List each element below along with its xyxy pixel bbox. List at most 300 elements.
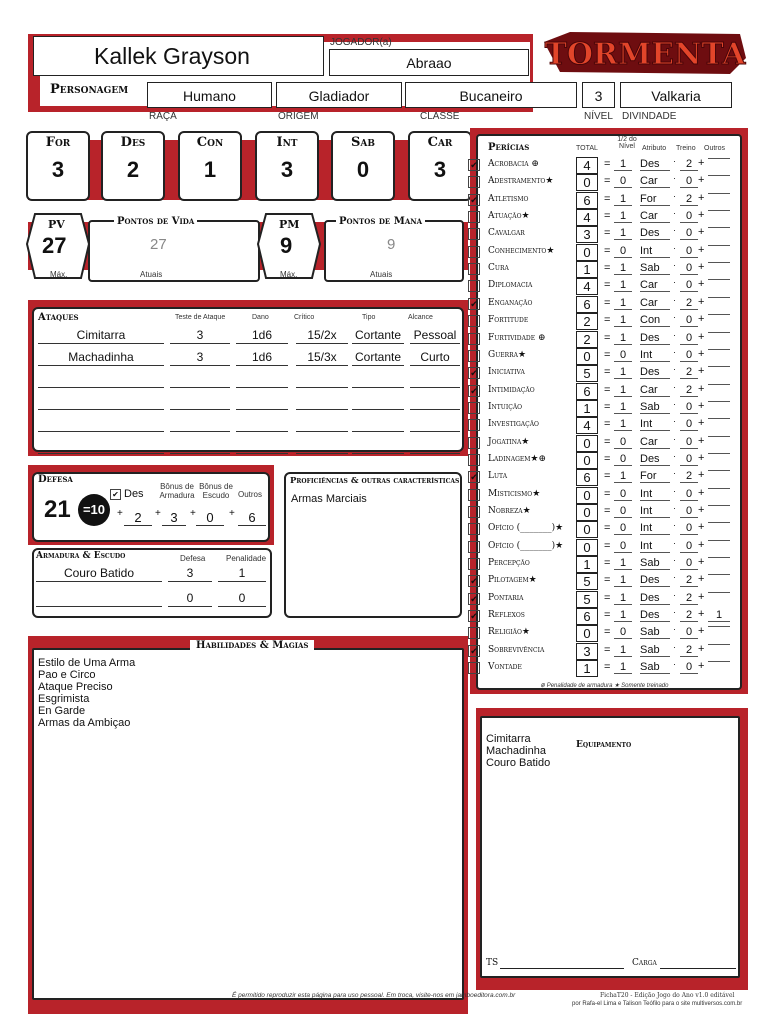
skill-total[interactable]: 0 [576,174,598,191]
skill-other[interactable] [708,661,730,662]
plus-sign: + [698,209,705,222]
skill-trained-checkbox[interactable]: ✔ [468,298,480,310]
skill-trained-checkbox[interactable] [468,541,480,553]
skill-other[interactable]: 1 [708,609,730,622]
ts-label: TS [486,958,499,968]
skill-total[interactable]: 1 [576,660,598,677]
skill-other[interactable] [708,158,730,159]
separator-dot: · [673,485,676,496]
classe-label: CLASSE [420,111,460,122]
def-outros[interactable]: 6 [238,510,266,526]
skill-trained-checkbox[interactable]: ✔ [468,194,480,206]
pv-atual[interactable]: 27 [150,236,167,253]
skill-attribute[interactable]: Int [640,522,670,535]
skill-other[interactable] [708,644,730,645]
skill-row [468,313,746,330]
skill-other[interactable] [708,384,730,385]
skill-other[interactable] [708,227,730,228]
attack-cell[interactable]: 15/2x [296,328,348,344]
attack-cell[interactable] [410,438,460,454]
skill-attribute[interactable]: Sab [640,661,670,674]
equals-sign: = [604,557,611,570]
skill-trained-checkbox[interactable] [468,627,480,639]
separator-dot: · [673,225,676,236]
footer-left: É permitido reproduzir esta página para uso pessoal. Em troca, visite-nos em jamboeditora.com.br [232,992,516,999]
attack-cell[interactable]: 3 [170,328,230,344]
skill-attribute[interactable]: Int [640,349,670,362]
equals-sign: = [604,314,611,327]
skill-training[interactable]: 0 [680,262,698,275]
skill-other[interactable] [708,332,730,333]
armor-cell[interactable]: 3 [168,566,212,582]
skill-training[interactable]: 0 [680,227,698,240]
attribute-des[interactable] [101,131,165,201]
skill-other[interactable] [708,626,730,627]
skill-attribute[interactable]: Sab [640,626,670,639]
armor-cell[interactable]: 0 [168,591,212,607]
skill-total[interactable]: 5 [576,573,598,590]
skill-trained-checkbox[interactable] [468,489,480,501]
skill-row [468,539,746,556]
skill-trained-checkbox[interactable] [468,558,480,570]
attack-name-cell[interactable] [38,416,164,432]
def-des[interactable]: 2 [124,510,152,526]
pm-atual[interactable]: 9 [387,236,396,253]
plus-4: + [229,508,235,519]
attack-cell[interactable] [236,372,288,388]
skill-attribute[interactable]: Des [640,332,670,345]
skill-trained-checkbox[interactable] [468,437,480,449]
skill-trained-checkbox[interactable] [468,523,480,535]
skill-attribute[interactable]: Des [640,574,670,587]
divindade-box[interactable] [620,82,732,108]
bonus-armadura-label: Bônus de Armadura [159,482,195,500]
skill-half-level[interactable]: 0 [614,245,632,258]
skill-training[interactable]: 0 [680,314,698,327]
skill-attribute[interactable]: Int [640,488,670,501]
skill-other[interactable] [708,470,730,471]
skill-training[interactable]: 2 [680,297,698,310]
skill-other[interactable] [708,522,730,523]
skill-attribute[interactable]: Car [640,297,670,310]
skill-training[interactable]: 0 [680,210,698,223]
skill-attribute[interactable]: Car [640,279,670,292]
skill-total[interactable]: 0 [576,348,598,365]
skill-other[interactable] [708,349,730,350]
name-box[interactable] [33,36,324,76]
footer-right2: por Rafa-el Lima e Talison Teófilo para o site multiversos.com.br [572,1001,743,1007]
def-escudo[interactable]: 0 [196,510,224,526]
attribute-sab[interactable] [331,131,395,201]
skill-trained-checkbox[interactable]: ✔ [468,471,480,483]
skill-training[interactable]: 0 [680,349,698,362]
skill-total[interactable]: 0 [576,504,598,521]
plus-sign: + [698,486,705,499]
skill-training[interactable]: 0 [680,540,698,553]
attack-cell[interactable]: 1d6 [236,328,288,344]
skill-attribute[interactable]: Car [640,436,670,449]
equals-sign: = [604,210,611,223]
attack-cell[interactable]: Cortante [352,350,404,366]
skill-training[interactable]: 0 [680,436,698,449]
skill-other[interactable] [708,505,730,506]
des-check-icon[interactable]: ✔ [110,489,121,500]
skill-total[interactable]: 0 [576,435,598,452]
separator-dot: · [673,503,676,513]
plus-sign: + [698,382,705,395]
attack-cell[interactable] [410,416,460,432]
attribute-name: Des [120,135,146,150]
skill-half-level[interactable]: 0 [614,349,632,362]
attack-name-cell[interactable]: Cimitarra [38,328,164,344]
defense-value[interactable]: 21 [44,496,71,523]
attribute-int[interactable] [255,131,319,201]
attack-name-cell[interactable]: Machadinha [38,350,164,366]
separator-dot: · [673,659,676,670]
skill-half-level[interactable]: 1 [614,227,632,240]
skill-other[interactable] [708,592,730,593]
skill-total[interactable]: 6 [576,469,598,486]
skill-half-level[interactable]: 1 [614,279,632,292]
nivel-label: NÍVEL [584,111,613,122]
def-armadura[interactable]: 3 [162,510,186,526]
plus-sign: + [698,243,705,256]
skill-row [468,365,746,382]
skill-attribute[interactable]: Des [640,592,670,605]
attack-cell[interactable] [170,372,230,388]
attribute-name: Sab [351,135,375,150]
skill-total[interactable]: 5 [576,591,598,608]
attack-name-cell[interactable] [38,438,164,454]
skill-training[interactable]: 2 [680,644,698,657]
nivel-value: 3 [594,88,603,104]
skill-trained-checkbox[interactable] [468,211,480,223]
raca-box[interactable] [147,82,272,108]
skill-attribute[interactable]: For [640,470,670,483]
attack-header: Tipo [362,314,376,321]
attack-cell[interactable] [296,438,348,454]
skill-training[interactable]: 0 [680,453,698,466]
skill-half-level[interactable]: 1 [614,661,632,674]
attack-cell[interactable] [296,416,348,432]
origem-box[interactable] [276,82,402,108]
skill-half-level[interactable]: 1 [614,366,632,379]
skill-total[interactable]: 3 [576,643,598,660]
skill-half-level[interactable]: 1 [614,314,632,327]
skill-trained-checkbox[interactable]: ✔ [468,367,480,379]
skill-training[interactable]: 0 [680,175,698,188]
skill-training[interactable]: 0 [680,401,698,414]
skill-half-level[interactable]: 1 [614,574,632,587]
carga-line[interactable] [660,968,736,969]
skill-other[interactable] [708,401,730,402]
skill-other[interactable] [708,279,730,280]
skill-trained-checkbox[interactable] [468,176,480,188]
attack-cell[interactable]: Pessoal [410,328,460,344]
skill-training[interactable]: 2 [680,609,698,622]
plus-sign: + [698,399,705,412]
skill-trained-checkbox[interactable] [468,228,480,240]
skill-other[interactable] [708,540,730,541]
armor-cell[interactable]: 1 [218,566,266,582]
skill-half-level[interactable]: 1 [614,401,632,414]
skill-half-level[interactable]: 1 [614,158,632,171]
skill-training[interactable]: 2 [680,366,698,379]
attack-cell[interactable]: 1d6 [236,350,288,366]
attack-cell[interactable] [170,416,230,432]
skill-name: Adestramento★ [488,176,554,187]
attack-cell[interactable] [352,394,404,410]
attack-cell[interactable] [236,416,288,432]
skill-training[interactable]: 0 [680,245,698,258]
skill-row [468,487,746,504]
skill-trained-checkbox[interactable] [468,280,480,292]
skill-trained-checkbox[interactable] [468,263,480,275]
attack-cell[interactable] [352,416,404,432]
skill-other[interactable] [708,245,730,246]
attack-cell[interactable] [410,394,460,410]
skill-half-level[interactable]: 0 [614,540,632,553]
skill-trained-checkbox[interactable]: ✔ [468,575,480,587]
separator-dot: · [673,364,676,375]
attribute-con[interactable] [178,131,242,201]
skill-total[interactable]: 3 [576,226,598,243]
skill-total[interactable]: 0 [576,244,598,261]
skill-total[interactable]: 4 [576,209,598,226]
skill-training[interactable]: 0 [680,418,698,431]
attack-header: Crítico [294,314,315,321]
skill-half-level[interactable]: 1 [614,297,632,310]
separator-dot: · [673,398,676,409]
skill-trained-checkbox[interactable]: ✔ [468,610,480,622]
skill-total[interactable]: 1 [576,400,598,417]
skill-attribute[interactable]: Sab [640,644,670,657]
skill-trained-checkbox[interactable]: ✔ [468,593,480,605]
skill-other[interactable] [708,262,730,263]
skill-training[interactable]: 2 [680,193,698,206]
skill-half-level[interactable]: 0 [614,626,632,639]
skill-name: Ladinagem★⊕ [488,453,546,464]
plus-sign: + [698,434,705,447]
skill-training[interactable]: 0 [680,488,698,501]
separator-dot: · [673,589,676,600]
skill-training[interactable]: 0 [680,505,698,518]
skill-attribute[interactable]: Int [640,245,670,258]
skill-name: Misticismo★ [488,488,541,499]
skill-other[interactable] [708,574,730,575]
skill-trained-checkbox[interactable] [468,402,480,414]
skill-half-level[interactable]: 1 [614,470,632,483]
skill-half-level[interactable]: 0 [614,453,632,466]
separator-dot: · [673,468,676,479]
skill-total[interactable]: 0 [576,487,598,504]
attribute-car[interactable] [408,131,472,201]
skill-name: Acrobacia ⊕ [488,159,539,169]
attack-cell[interactable] [410,372,460,388]
skill-total[interactable]: 4 [576,157,598,174]
attack-cell[interactable] [296,394,348,410]
skill-half-level[interactable]: 0 [614,436,632,449]
skill-half-level[interactable]: 1 [614,262,632,275]
skill-total[interactable]: 1 [576,261,598,278]
skill-training[interactable]: 2 [680,384,698,397]
skill-training[interactable]: 2 [680,470,698,483]
skill-total[interactable]: 6 [576,192,598,209]
skill-attribute[interactable]: Car [640,175,670,188]
skill-total[interactable]: 4 [576,278,598,295]
attack-cell[interactable] [352,438,404,454]
skill-other[interactable] [708,557,730,558]
skill-row [468,209,746,226]
skill-attribute[interactable]: Sab [640,557,670,570]
skill-other[interactable] [708,193,730,194]
skill-total[interactable]: 2 [576,331,598,348]
skill-half-level[interactable]: 1 [614,644,632,657]
separator-dot: · [673,346,676,357]
skill-attribute[interactable]: Des [640,609,670,622]
skill-half-level[interactable]: 1 [614,193,632,206]
armor-name-cell[interactable]: Couro Batido [36,566,162,582]
skill-name: Percepção [488,558,530,569]
attack-cell[interactable] [170,394,230,410]
armor-cell[interactable]: 0 [218,591,266,607]
skill-trained-checkbox[interactable] [468,506,480,518]
skill-other[interactable] [708,453,730,454]
skill-training[interactable]: 2 [680,158,698,171]
attack-cell[interactable]: 15/3x [296,350,348,366]
skill-total[interactable]: 0 [576,452,598,469]
skill-half-level[interactable]: 1 [614,418,632,431]
equals-sign: = [604,279,611,292]
skill-total[interactable]: 0 [576,539,598,556]
skill-attribute[interactable]: Des [640,366,670,379]
skill-other[interactable] [708,297,730,298]
skill-attribute[interactable]: Con [640,314,670,327]
skill-total[interactable]: 0 [576,625,598,642]
skill-half-level[interactable]: 1 [614,557,632,570]
attack-cell[interactable]: Curto [410,350,460,366]
skill-half-level[interactable]: 1 [614,384,632,397]
attack-cell[interactable] [170,438,230,454]
attack-cell[interactable] [236,438,288,454]
ts-line[interactable] [500,968,624,969]
skill-total[interactable]: 2 [576,313,598,330]
skill-total[interactable]: 0 [576,521,598,538]
attack-cell[interactable]: Cortante [352,328,404,344]
skill-other[interactable] [708,366,730,367]
plus-sign: + [698,295,705,308]
skill-attribute[interactable]: Des [640,227,670,240]
skill-attribute[interactable]: Sab [640,262,670,275]
skill-trained-checkbox[interactable] [468,662,480,674]
skill-attribute[interactable]: Sab [640,401,670,414]
skill-half-level[interactable]: 1 [614,332,632,345]
skill-total[interactable]: 6 [576,296,598,313]
skill-half-level[interactable]: 1 [614,609,632,622]
skill-other[interactable] [708,488,730,489]
skill-training[interactable]: 0 [680,279,698,292]
attack-cell[interactable]: 3 [170,350,230,366]
attack-cell[interactable] [236,394,288,410]
attack-name-cell[interactable] [38,372,164,388]
skill-half-level[interactable]: 0 [614,522,632,535]
skill-attribute[interactable]: Car [640,384,670,397]
skill-half-level[interactable]: 1 [614,210,632,223]
skill-other[interactable] [708,314,730,315]
skill-attribute[interactable]: For [640,193,670,206]
skill-trained-checkbox[interactable] [468,454,480,466]
skill-other[interactable] [708,210,730,211]
equals-sign: = [604,192,611,205]
skill-training[interactable]: 0 [680,522,698,535]
classe-box[interactable] [405,82,577,108]
skill-name: Vontade [488,662,522,673]
skill-total[interactable]: 5 [576,365,598,382]
skill-total[interactable]: 6 [576,608,598,625]
pv-max[interactable]: 27 [42,233,67,258]
skill-attribute[interactable]: Int [640,505,670,518]
attack-cell[interactable] [296,372,348,388]
skill-trained-checkbox[interactable] [468,350,480,362]
abilities-title: Habilidades & Magias [190,640,314,651]
nivel-box[interactable] [582,82,615,108]
skill-trained-checkbox[interactable] [468,419,480,431]
skill-other[interactable] [708,418,730,419]
skill-row [468,435,746,452]
skill-trained-checkbox[interactable]: ✔ [468,159,480,171]
skill-training[interactable]: 2 [680,592,698,605]
skill-other[interactable] [708,436,730,437]
equals-sign: = [604,643,611,656]
skill-other[interactable] [708,175,730,176]
skill-total[interactable]: 4 [576,417,598,434]
skill-attribute[interactable]: Des [640,158,670,171]
skill-training[interactable]: 0 [680,626,698,639]
skill-total[interactable]: 1 [576,556,598,573]
skill-half-level[interactable]: 1 [614,592,632,605]
skill-half-level[interactable]: 0 [614,175,632,188]
skill-trained-checkbox[interactable]: ✔ [468,645,480,657]
attribute-for[interactable] [26,131,90,201]
attribute-name: For [45,135,71,150]
abilities-frame [32,648,464,1000]
skills-half-header: 1/2 do Nível [617,136,637,150]
skill-trained-checkbox[interactable] [468,246,480,258]
skill-attribute[interactable]: Des [640,453,670,466]
skill-training[interactable]: 2 [680,574,698,587]
skill-training[interactable]: 0 [680,557,698,570]
skill-training[interactable]: 0 [680,661,698,674]
ability-item: Estilo de Uma Arma [38,657,136,669]
skill-attribute[interactable]: Int [640,540,670,553]
pontos-vida-label: Pontos de Vida [114,216,197,227]
pm-max[interactable]: 9 [280,233,293,258]
player-box[interactable] [329,49,529,76]
skill-total[interactable]: 6 [576,383,598,400]
armor-name-cell[interactable] [36,591,162,607]
skill-attribute[interactable]: Car [640,210,670,223]
skill-half-level[interactable]: 0 [614,505,632,518]
skill-trained-checkbox[interactable] [468,333,480,345]
attack-name-cell[interactable] [38,394,164,410]
attack-cell[interactable] [352,372,404,388]
skill-training[interactable]: 0 [680,332,698,345]
skill-trained-checkbox[interactable] [468,315,480,327]
skill-trained-checkbox[interactable]: ✔ [468,385,480,397]
separator-dot: · [673,520,676,531]
skill-half-level[interactable]: 0 [614,488,632,501]
skill-attribute[interactable]: Int [640,418,670,431]
